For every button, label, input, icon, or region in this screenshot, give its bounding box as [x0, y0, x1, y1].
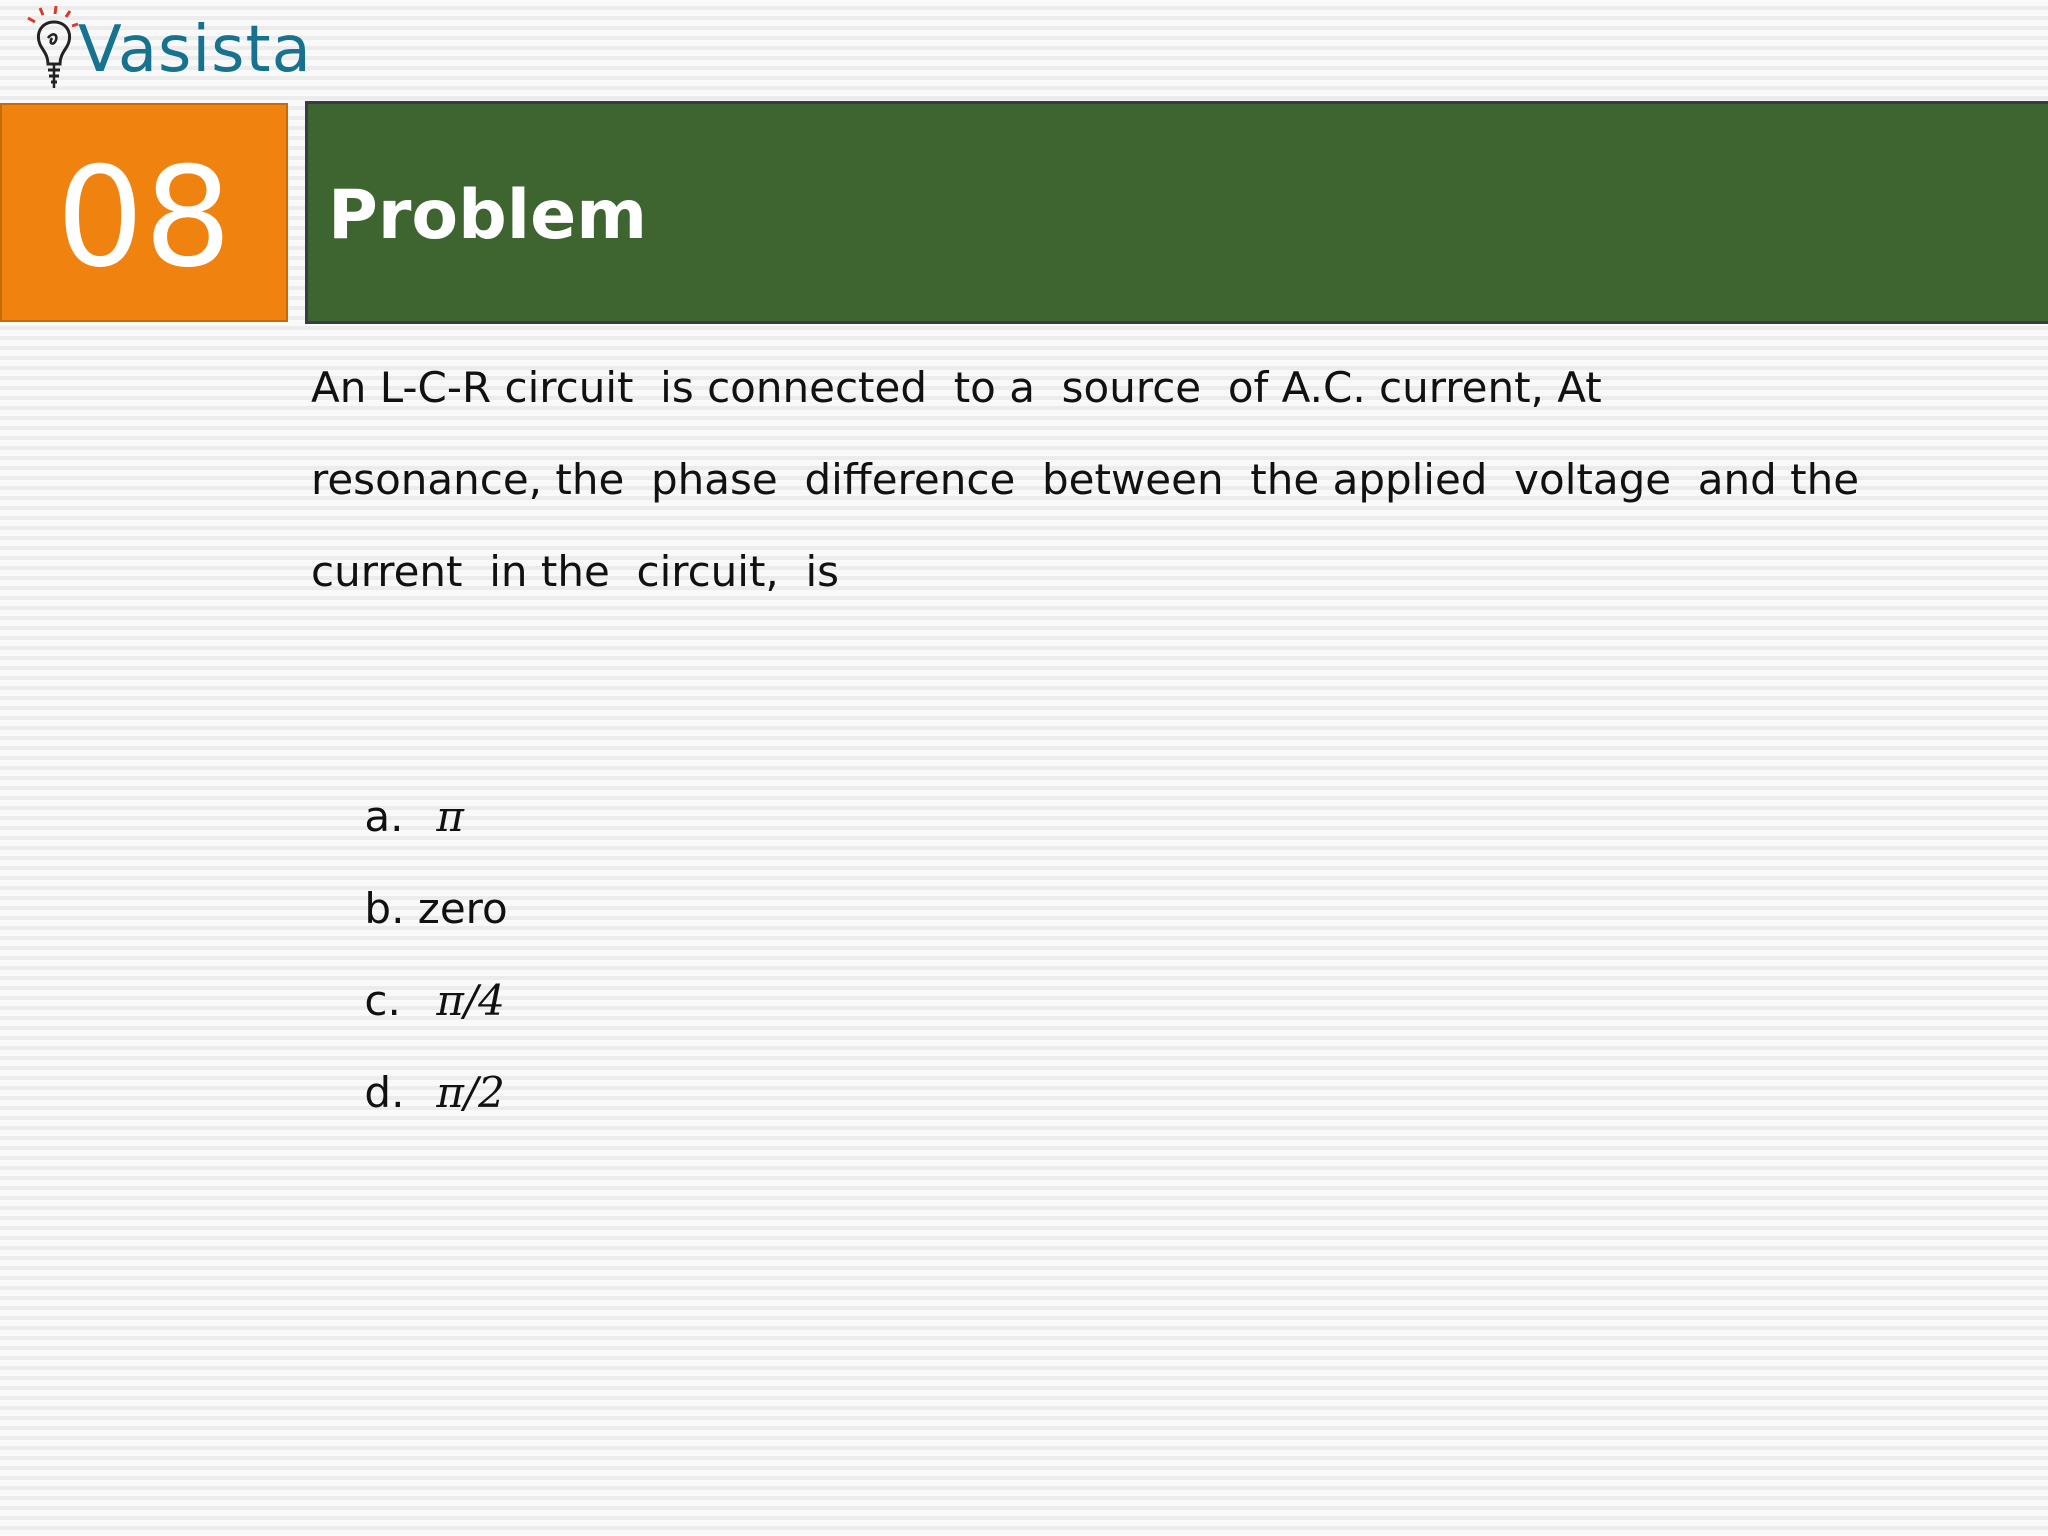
question-line: current in the circuit, is	[311, 547, 840, 596]
option-value: π	[436, 792, 465, 841]
option-value: π/4	[436, 976, 505, 1025]
question-line: resonance, the phase difference between the applied voltage and the	[311, 455, 1860, 504]
option-value: π/2	[436, 1068, 505, 1117]
problem-number-badge	[0, 103, 288, 322]
title-bar	[305, 101, 2048, 324]
logo-text: Vasista	[78, 13, 312, 87]
answer-options	[311, 727, 508, 1117]
option-a[interactable]	[311, 727, 508, 841]
option-value: zero	[417, 884, 508, 933]
problem-number: 08	[56, 137, 232, 298]
option-letter: d.	[364, 1068, 405, 1117]
question-text	[311, 358, 1911, 634]
option-letter: c.	[364, 976, 401, 1025]
option-letter: a.	[364, 792, 404, 841]
vasista-logo	[18, 4, 312, 96]
question-line: An L-C-R circuit is connected to a source of A.C. current, At	[311, 363, 1602, 412]
page-title: Problem	[328, 176, 648, 255]
option-letter: b.	[364, 884, 405, 933]
